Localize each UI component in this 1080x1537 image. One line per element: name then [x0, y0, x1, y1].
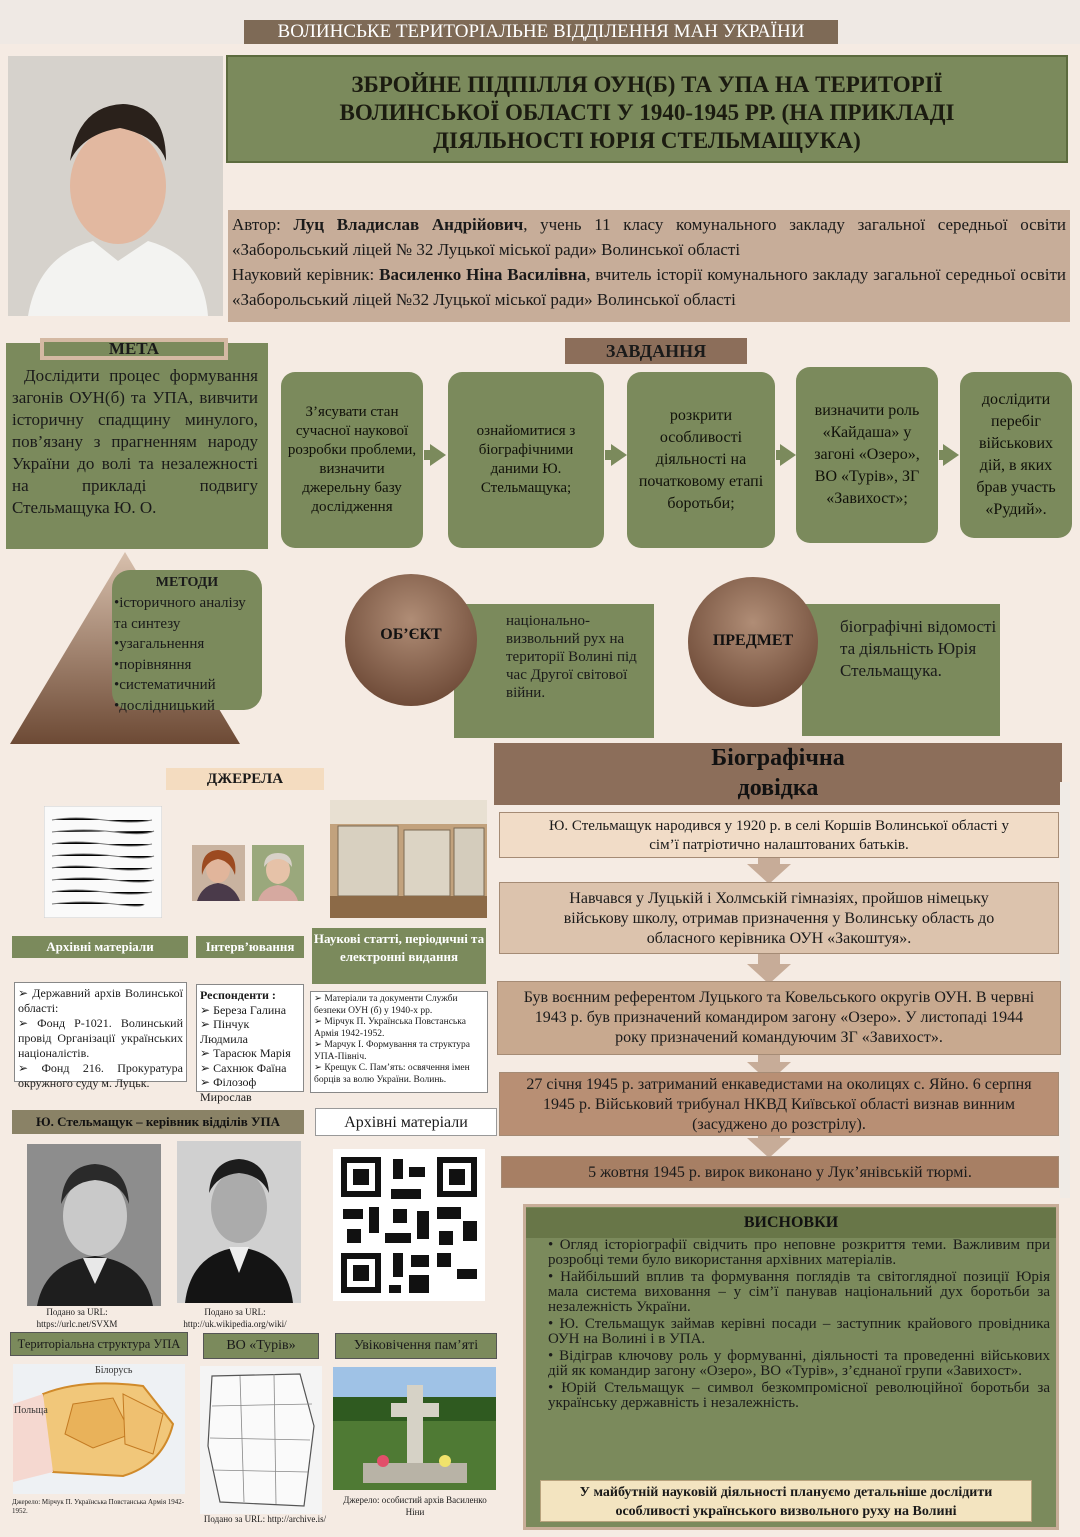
respondent-photo-2 [252, 845, 304, 901]
method-item: •історичного аналізу та синтезу [114, 595, 246, 632]
bio-item-2: Навчався у Луцькій і Холмській гімназіях, пройшов німецьку військову школу, отримав призначення у Волинську область до обласного керівника ОУН «Закоштуя». [499, 882, 1059, 954]
map-label-memory: Увіковічення пам’яті [335, 1333, 497, 1359]
stelmashchuk-photo-1 [27, 1144, 161, 1306]
task-arrow-head-4 [943, 444, 959, 466]
conclusion-item: • Відіграв ключову роль у формуванні, діяльності та проведенні військових дій як командир загону «Озеро», ВО «Турів», з’єднаної групи «Завихост». [548, 1348, 1050, 1379]
archive-item: ➢ Фонд Р-1021. Волинський провід Організації українських націоналістів. [18, 1016, 183, 1060]
article-item: ➢ Мірчук П. Українська Повстанська Армія 1942-1952. [314, 1017, 466, 1039]
map-source-3: Джерело: особистий архів Василенко Ніни [343, 1495, 487, 1517]
article-item: ➢ Крещук С. Пам’ять: освячення імен борців за волю України. Волинь. [314, 1063, 470, 1085]
archive-document-image [44, 806, 162, 918]
methods-title: МЕТОДИ [155, 575, 219, 590]
map-source-1: Джерело: Мірчук П. Українська Повстанська Армія 1942-1952. [12, 1498, 185, 1515]
task-1: З’ясувати стан сучасної наукової розробки проблеми, визначити джерельну базу дослідження [281, 372, 423, 548]
photo-caption-2: Подано за URL: http://uk.wikipedia.org/wiki/ [183, 1307, 287, 1329]
method-item: •систематичний [114, 677, 216, 693]
map-label-structure: Територіальна структура УПА [10, 1332, 188, 1356]
task-5: дослідити перебіг військових дій, в яких брав участь «Рудий». [960, 372, 1072, 538]
subject-text: біографічні відомості та діяльність Юрія Стельмащука. [840, 617, 997, 680]
archive-item: ➢ Державний архів Волинської області: [18, 986, 183, 1015]
task-4: визначити роль «Кайдаша» у загоні «Озеро», ВО «Турів», ЗГ «Завихост»; [796, 367, 938, 543]
bio-item-3: Був воєнним референтом Луцького та Ковельського округів ОУН. В червні 1943 р. був призначений командиром загону «Озеро». У листопаді 1944 року призначений командуючим ЗГ «Завихост». [497, 981, 1061, 1055]
author-name: Луц Владислав Андрійович [293, 215, 524, 234]
conclusions-list [548, 1238, 1050, 1413]
task-3: розкрити особливості діяльності на початковому етапі боротьби; [627, 372, 775, 548]
bio-arrow-1 [747, 864, 791, 884]
object-label: ОБ’ЄКТ [380, 626, 442, 643]
tasks-title: ЗАВДАННЯ [565, 338, 747, 364]
map-label-belarus: Білорусь [95, 1365, 133, 1376]
task-arrow-head-1 [430, 444, 446, 466]
subject-label: ПРЕДМЕТ [712, 632, 794, 649]
method-item: •порівняння [114, 656, 192, 673]
bio-item-4: 27 січня 1945 р. затриманий енкаведистами на околицях с. Яйно. 6 серпня 1945 р. Військовий трибунал НКВД Київської області визнав винним (засуджено до розстрілу). [499, 1072, 1059, 1136]
respondent-photo-1 [192, 845, 245, 901]
map-source-2: Подано за URL: http://archive.is/ [203, 1514, 327, 1524]
upa-structure-map [13, 1364, 185, 1494]
article-item: ➢ Матеріали та документи Служби безпеки ОУН (б) у 1940-х рр. [314, 994, 458, 1016]
conclusion-item: • Найбільший вплив та формування поглядів та світоглядної позиції Юрія мала система виховання – у сім’ї панував національний дух боротьби за незалежність України. [548, 1269, 1050, 1315]
object-text: національно-визвольний рух на території Волині під час Другої світової війни. [506, 613, 637, 701]
archives-label: Архівні матеріали [12, 936, 188, 958]
turiv-map [200, 1366, 322, 1514]
respondent-item: ➢ Пінчук Людмила [200, 1017, 250, 1046]
respondents-title: Респонденти : [200, 988, 276, 1002]
interviews-label: Інтерв’ювання [196, 936, 304, 958]
archive-room-image [330, 800, 487, 918]
future-research: У майбутній науковій діяльності плануємо детальніше дослідити особливості українського визвольного руху на Волині [540, 1480, 1032, 1522]
map-label-poland: Польща [14, 1405, 48, 1416]
articles-list [310, 991, 488, 1093]
bio-item-1: Ю. Стельмащук народився у 1920 р. в селі Коршів Волинської області у сім’ї патріотично налаштованих батьків. [499, 812, 1059, 858]
articles-label: Наукові статті, періодичні та електронні видання [312, 928, 486, 984]
methods-box [112, 570, 262, 714]
conclusion-item: • Ю. Стельмащук займав керівні посади – заступник крайового провідника ОУН на Волині і в УПА. [548, 1316, 1050, 1347]
archive-label-2: Архівні матеріали [315, 1108, 497, 1136]
title-text: ЗБРОЙНЕ ПІДПІЛЛЯ ОУН(Б) ТА УПА НА ТЕРИТОРІЇ ВОЛИНСЬКОЇ ОБЛАСТІ У 1940-1945 РР. (НА ПРИКЛАДІ ДІЯЛЬНОСТІ ЮРІЯ СТЕЛЬМАЩУКА) [339, 72, 955, 153]
bio-title: Біографічна довідка [494, 743, 1062, 805]
page-title [226, 55, 1068, 163]
respondents-list [196, 984, 304, 1104]
sources-title: ДЖЕРЕЛА [166, 768, 324, 790]
respondent-item: ➢ Філозоф Мирослав [200, 1075, 257, 1104]
conclusions-title: ВИСНОВКИ [526, 1208, 1056, 1238]
respondent-item: ➢ Береза Галина [200, 1002, 287, 1017]
method-item: •узагальнення [114, 636, 205, 652]
conclusion-item: • Огляд історіографії свідчить про неповне розкриття теми. Важливим при розробці теми було використання архівних матеріалів. [548, 1237, 1050, 1268]
archive-item: ➢ Фонд 216. Прокуратура окружного суду м. Луцьк. [18, 1061, 183, 1090]
goal-text: Дослідити процес формування загонів ОУН(б) та УПА, вивчити історичну спадщину минулого, пов’язану з прагненням народу України до волі та незалежності на прикладі подвигу Стельмащука Ю. О. [12, 366, 258, 517]
respondent-item: ➢ Сахнюк Фаїна [200, 1060, 287, 1075]
memorial-photo [333, 1367, 496, 1490]
map-label-turiv: ВО «Турів» [203, 1333, 319, 1359]
author-photo [8, 56, 223, 316]
archives-list [14, 982, 187, 1090]
article-item: ➢ Марчук І. Формування та структура УПА-Північ. [314, 1040, 471, 1062]
respondent-item: ➢ Тарасюк Марія [200, 1046, 291, 1060]
qr-code [333, 1149, 485, 1301]
task-arrow-head-3 [780, 444, 796, 466]
goal-title: МЕТА [40, 338, 228, 360]
task-2: ознайомитися з біографічними даними Ю. Стельмащука; [448, 372, 604, 548]
org-title: ВОЛИНСЬКЕ ТЕРИТОРІАЛЬНЕ ВІДДІЛЕННЯ МАН УКРАЇНИ [244, 20, 838, 44]
bio-arrow-4 [747, 1138, 791, 1158]
photo-caption-1: Подано за URL: https://urlc.net/SVXM [36, 1307, 118, 1329]
author-info: Автор: Луц Владислав Андрійович, учень 11 класу комунального закладу загальної середньої освіти «Заборольський ліцей № 32 Луцької міської ради» Волинської області Науковий керівник: Василенко Ніна Василівна, вчитель історії комунального закладу загальної середньої освіти «Заборольський ліцей №32 Луцької міської ради» Волинської області [228, 210, 1070, 322]
bio-side-panel [1060, 782, 1070, 1198]
conclusion-item: • Юрій Стельмащук – символ безкомпромісної революційної боротьби за українську державність і незалежність. [548, 1380, 1050, 1411]
stelmashchuk-photo-2 [177, 1141, 301, 1303]
bio-item-5: 5 жовтня 1945 р. вирок виконано у Лук’янівській тюрмі. [501, 1156, 1059, 1188]
leader-label: Ю. Стельмащук – керівник відділів УПА [12, 1110, 304, 1134]
supervisor-name: Василенко Ніна Василівна [379, 265, 587, 284]
method-item: •дослідницький [114, 697, 215, 714]
task-arrow-head-2 [611, 444, 627, 466]
